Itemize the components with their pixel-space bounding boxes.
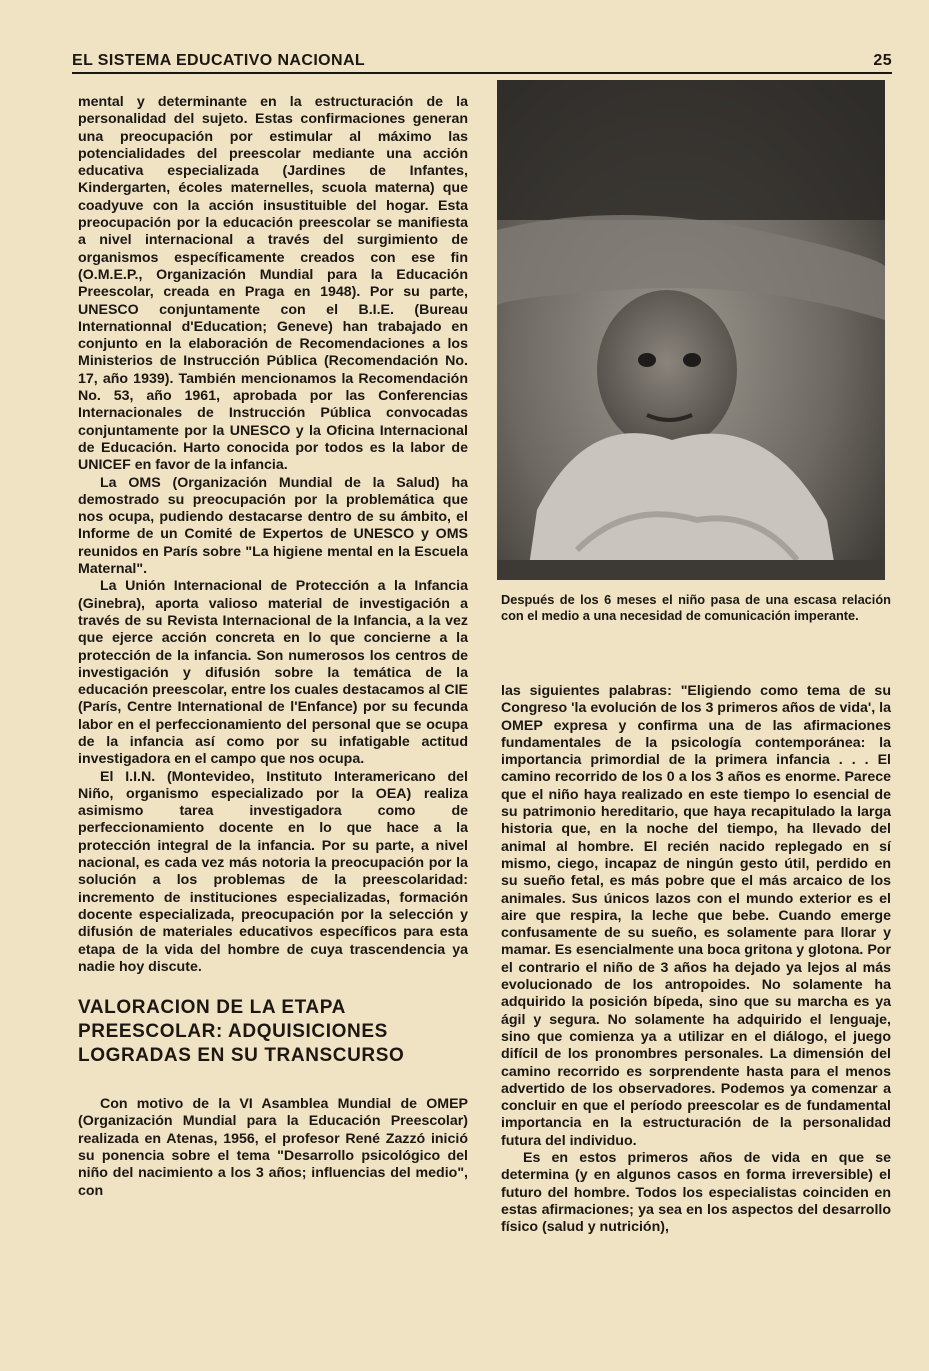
figure-caption: Después de los 6 meses el niño pasa de una escasa relación con el medio a una necesidad de comunicación imperante. bbox=[501, 592, 891, 623]
paragraph: La OMS (Organización Mundial de la Salud) ha demostrado su preocupación por la problemática que nos ocupa, pudiendo destacarse dentro de su ámbito, el Informe de un Comité de Expertos de UNESCO y OMS reunidos en París sobre "La higiene mental en la Escuela Maternal". bbox=[78, 474, 468, 578]
baby-photo-image bbox=[497, 80, 885, 580]
paragraph: Es en estos primeros años de vida en que se determina (y en algunos casos en forma irreversible) el futuro del hombre. Todos los especialistas coinciden en estas afirmaciones; ya sea en los aspectos del desarrollo físico (salud y nutrición), bbox=[501, 1150, 891, 1236]
page-number: 25 bbox=[873, 52, 892, 69]
paragraph: La Unión Internacional de Protección a la Infancia (Ginebra), aporta valioso material de investigación a través de su Revista Internacional de la Infancia, a la vez que ejerce acción concreta en lo que concierne a la protección de la infancia. Son numerosos los centros de investigación y difusión sobre la temática de la educación preescolar, entre los cuales destacamos al CIE (París, Centre International de l'Enfance) por su fecunda labor en el perfeccionamiento del personal que se ocupa de la infancia así como por su infatigable actitud investigadora en el campo que nos ocupa. bbox=[78, 578, 468, 768]
section-heading: VALORACION DE LA ETAPA PREESCOLAR: ADQUISICIONES LOGRADAS EN SU TRANSCURSO bbox=[78, 997, 405, 1067]
left-column bbox=[78, 94, 468, 1200]
running-header bbox=[72, 50, 892, 74]
right-column bbox=[501, 683, 891, 1237]
paragraph: las siguientes palabras: "Eligiendo como tema de su Congreso 'la evolución de los 3 primeros años de vida', la OMEP expresa y confirma una de las afirmaciones fundamentales de la psicología contemporánea: la importancia primordial de la primera infancia . . . El camino recorrido de los 0 a los 3 años es enorme. Parece que el niño haya realizado en este tiempo lo esencial de su patrimonio hereditario, que haya recapitulado la larga historia que, en la noche del tiempo, ha llevado del animal al hombre. El recién nacido replegado en sí mismo, ciego, incapaz de ningún gesto útil, perdido en su sueño fetal, es más pobre que el más arcaico de los animales. Sus únicos lazos con el mundo exterior es el aire que respira, la leche que bebe. Cuando emerge confusamente de su sueño, es solamente para llorar y mamar. Es esencialmente una boca gritona y glotona. Por el contrario el niño de 3 años ha dejado ya lejos al más evolucionado de los antropoides. No solamente ha adquirido la posición bípeda, sino que su marcha es ya ágil y segura. No solamente ha adquirido el lenguaje, sino que comienza ya a utilizar en el diálogo, el juego difícil de los pronombres personales. La dimensión del camino recorrido es sorprendente hasta para el menos advertido de los observadores. Podemos ya comenzar a concluir en que el período preescolar es de fundamental importancia en la estructuración de la personalidad futura del individuo. bbox=[501, 683, 891, 1149]
paragraph: Con motivo de la VI Asamblea Mundial de OMEP (Organización Mundial para la Educación Preescolar) realizada en Atenas, 1956, el profesor René Zazzó inició su ponencia sobre el tema "Desarrollo psicológico del niño del nacimiento a los 3 años; influencias del medio", con bbox=[78, 1096, 468, 1199]
paragraph: mental y determinante en la estructuración de la personalidad del sujeto. Estas confirmaciones generan una preocupación por estimular al máximo las potencialidades del preescolar mediante una acción educativa especializada (Jardines de Infantes, Kindergarten, écoles maternelles, scuola materna) que coadyuve con la acción insustituible del hogar. Esta preocupación por la educación preescolar se manifiesta a nivel internacional a través del surgimiento de organismos específicamente creados con ese fin (O.M.E.P., Organización Mundial para la Educación Preescolar, creada en Praga en 1948). Por su parte, UNESCO conjuntamente con el B.I.E. (Bureau Internationnal d'Education; Geneve) han trabajado en conjunto en la elaboración de Recomendaciones a los Ministerios de Instrucción Pública (Recomendación No. 17, año 1939). También mencionamos la Recomendación No. 53, año 1961, aprobada por las Conferencias Internacionales de Instrucción Pública convocadas conjuntamente por la UNESCO y la Oficina Internacional de Educación. Harto conocida por todos es la labor de UNICEF en favor de la infancia. bbox=[78, 94, 468, 474]
photograph bbox=[497, 80, 885, 580]
paragraph: El I.I.N. (Montevideo, Instituto Interamericano del Niño, organismo especializado por la OEA) realiza asimismo tarea investigadora como de perfeccionamiento docente en lo que hace a la protección integral de la infancia. Por su parte, a nivel nacional, es cada vez más notoria la preocupación por la solución a los problemas de la preescolaridad: incremento de instituciones especializadas, formación docente especializada, preocupación por la selección y difusión de materiales educativos específicos para esta etapa de la vida del hombre de cuya trascendencia ya nadie hoy discute. bbox=[78, 768, 468, 975]
running-title: EL SISTEMA EDUCATIVO NACIONAL bbox=[72, 52, 366, 69]
